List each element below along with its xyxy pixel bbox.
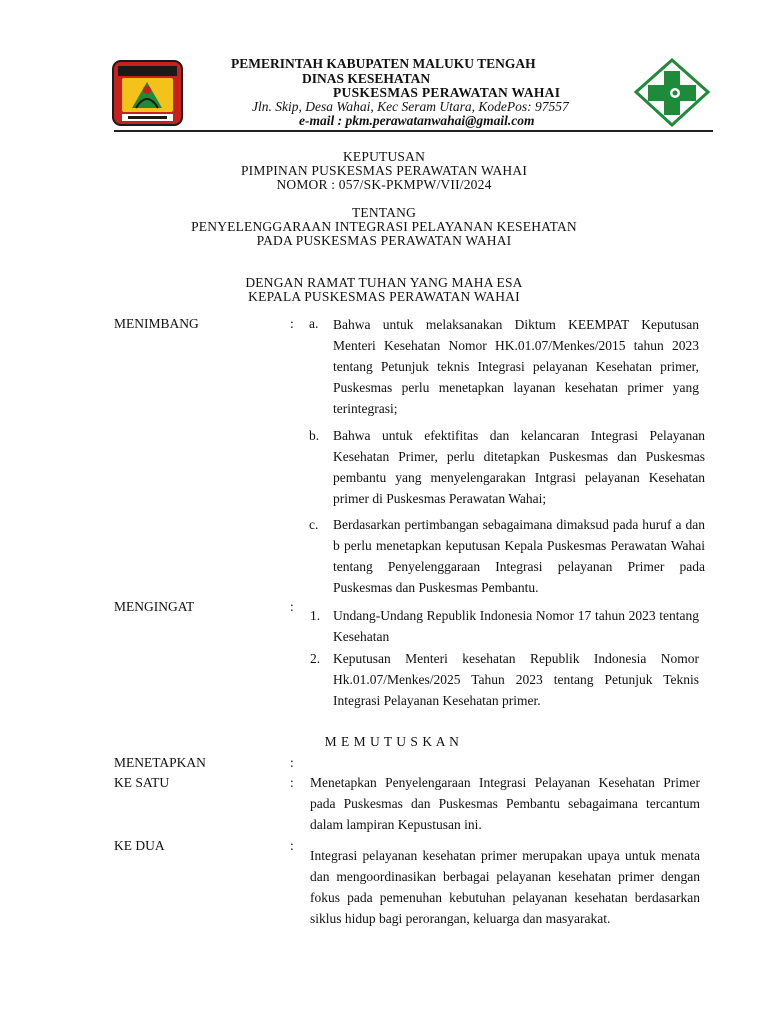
- decree-issuer: PIMPINAN PUSKESMAS PERAWATAN WAHAI: [240, 163, 528, 178]
- menetapkan-label: MENETAPKAN: [114, 755, 206, 770]
- regency-emblem-icon: [112, 60, 183, 126]
- mengingat-item-2: Keputusan Menteri kesehatan Republik Indonesia Nomor Hk.01.07/Menkes/2025 Tahun 2023 tentang Petunjuk Teknis Integrasi Pelayanan Kesehatan primer.: [333, 651, 699, 708]
- kesatu-colon: :: [290, 775, 294, 790]
- menetapkan-colon: :: [290, 755, 294, 770]
- kedua-colon: :: [290, 838, 294, 853]
- decree-tentang: TENTANG: [351, 205, 417, 220]
- puskesmas-logo: [633, 57, 711, 128]
- menimbang-item-c: Berdasarkan pertimbangan sebagaimana dimaksud pada huruf a dan b perlu menetapkan keputusan Kepala Puskesmas Perawatan Wahai tentang Penyelenggaraan Integrasi pelayanan Primer pada Puskesmas dan Puskesmas Pembantu.: [333, 517, 705, 595]
- menimbang-item-b: Bahwa untuk efektifitas dan kelancaran Integrasi Pelayanan Kesehatan Primer, perlu ditetapkan Puskesmas dan Puskesmas pembantu yang menyelengarakan Intgrasi pelayanan Kesehatan primer di Puskesmas Perawatan Wahai;: [333, 428, 705, 506]
- header-email: e-mail : pkm.perawatanwahai@gmail.com: [299, 113, 535, 128]
- menimbang-marker-c: c.: [309, 517, 319, 532]
- regency-logo: [112, 60, 183, 126]
- letterhead-divider: [114, 130, 713, 132]
- menimbang-label: MENIMBANG: [114, 316, 199, 331]
- decree-subject-1: PENYELENGGARAAN INTEGRASI PELAYANAN KESEHATAN: [191, 219, 577, 234]
- blessing-line-1: DENGAN RAMAT TUHAN YANG MAHA ESA: [245, 275, 523, 290]
- menimbang-item-a: Bahwa untuk melaksanakan Diktum KEEMPAT Keputusan Menteri Kesehatan Nomor HK.01.07/Menkes/2015 tahun 2023 tentang Petunjuk teknis Integrasi pelayanan Kesehatan primer, Puskesmas perlu menetapkan layanan kesehatan primer yang terintegrasi;: [333, 317, 699, 416]
- mengingat-marker-1: 1.: [310, 608, 321, 623]
- mengingat-colon: :: [290, 599, 294, 614]
- health-cross-icon: [633, 57, 711, 128]
- header-address: Jln. Skip, Desa Wahai, Kec Seram Utara, KodePos: 97557: [252, 99, 569, 114]
- mengingat-label: MENGINGAT: [114, 599, 195, 614]
- mengingat-item-1: Undang-Undang Republik Indonesia Nomor 17 tahun 2023 tentang Kesehatan: [333, 608, 699, 644]
- menimbang-colon: :: [290, 316, 294, 331]
- kesatu-label: KE SATU: [114, 775, 170, 790]
- header-line-1: PEMERINTAH KABUPATEN MALUKU TENGAH: [231, 56, 536, 71]
- decree-label: KEPUTUSAN: [342, 149, 426, 164]
- kedua-text: Integrasi pelayanan kesehatan primer merupakan upaya untuk menata dan mengoordinasikan berbagai pelayanan kesehatan primer dengan fokus pada pemenuhan kebutuhan pelayanan kesehatan berdasarkan siklus hidup bagi perorangan, keluarga dan masyarakat.: [310, 848, 700, 926]
- memutuskan-heading: M E M U T U S K A N: [324, 734, 460, 749]
- decree-number: NOMOR : 057/SK-PKMPW/VII/2024: [276, 177, 492, 192]
- mengingat-marker-2: 2.: [310, 651, 321, 666]
- kedua-label: KE DUA: [114, 838, 165, 853]
- blessing-line-2: KEPALA PUSKESMAS PERAWATAN WAHAI: [248, 289, 520, 304]
- menimbang-marker-b: b.: [309, 428, 320, 443]
- kesatu-text: Menetapkan Penyelengaraan Integrasi Pelayanan Kesehatan Primer pada Puskesmas dan Puskesmas Pembantu sebagaimana tercantum dalam lampiran Kepustusan ini.: [310, 775, 700, 832]
- menimbang-marker-a: a.: [309, 316, 319, 331]
- header-line-3: PUSKESMAS PERAWATAN WAHAI: [333, 85, 561, 100]
- header-line-2: DINAS KESEHATAN: [302, 71, 431, 86]
- decree-subject-2: PADA PUSKESMAS PERAWATAN WAHAI: [256, 233, 512, 248]
